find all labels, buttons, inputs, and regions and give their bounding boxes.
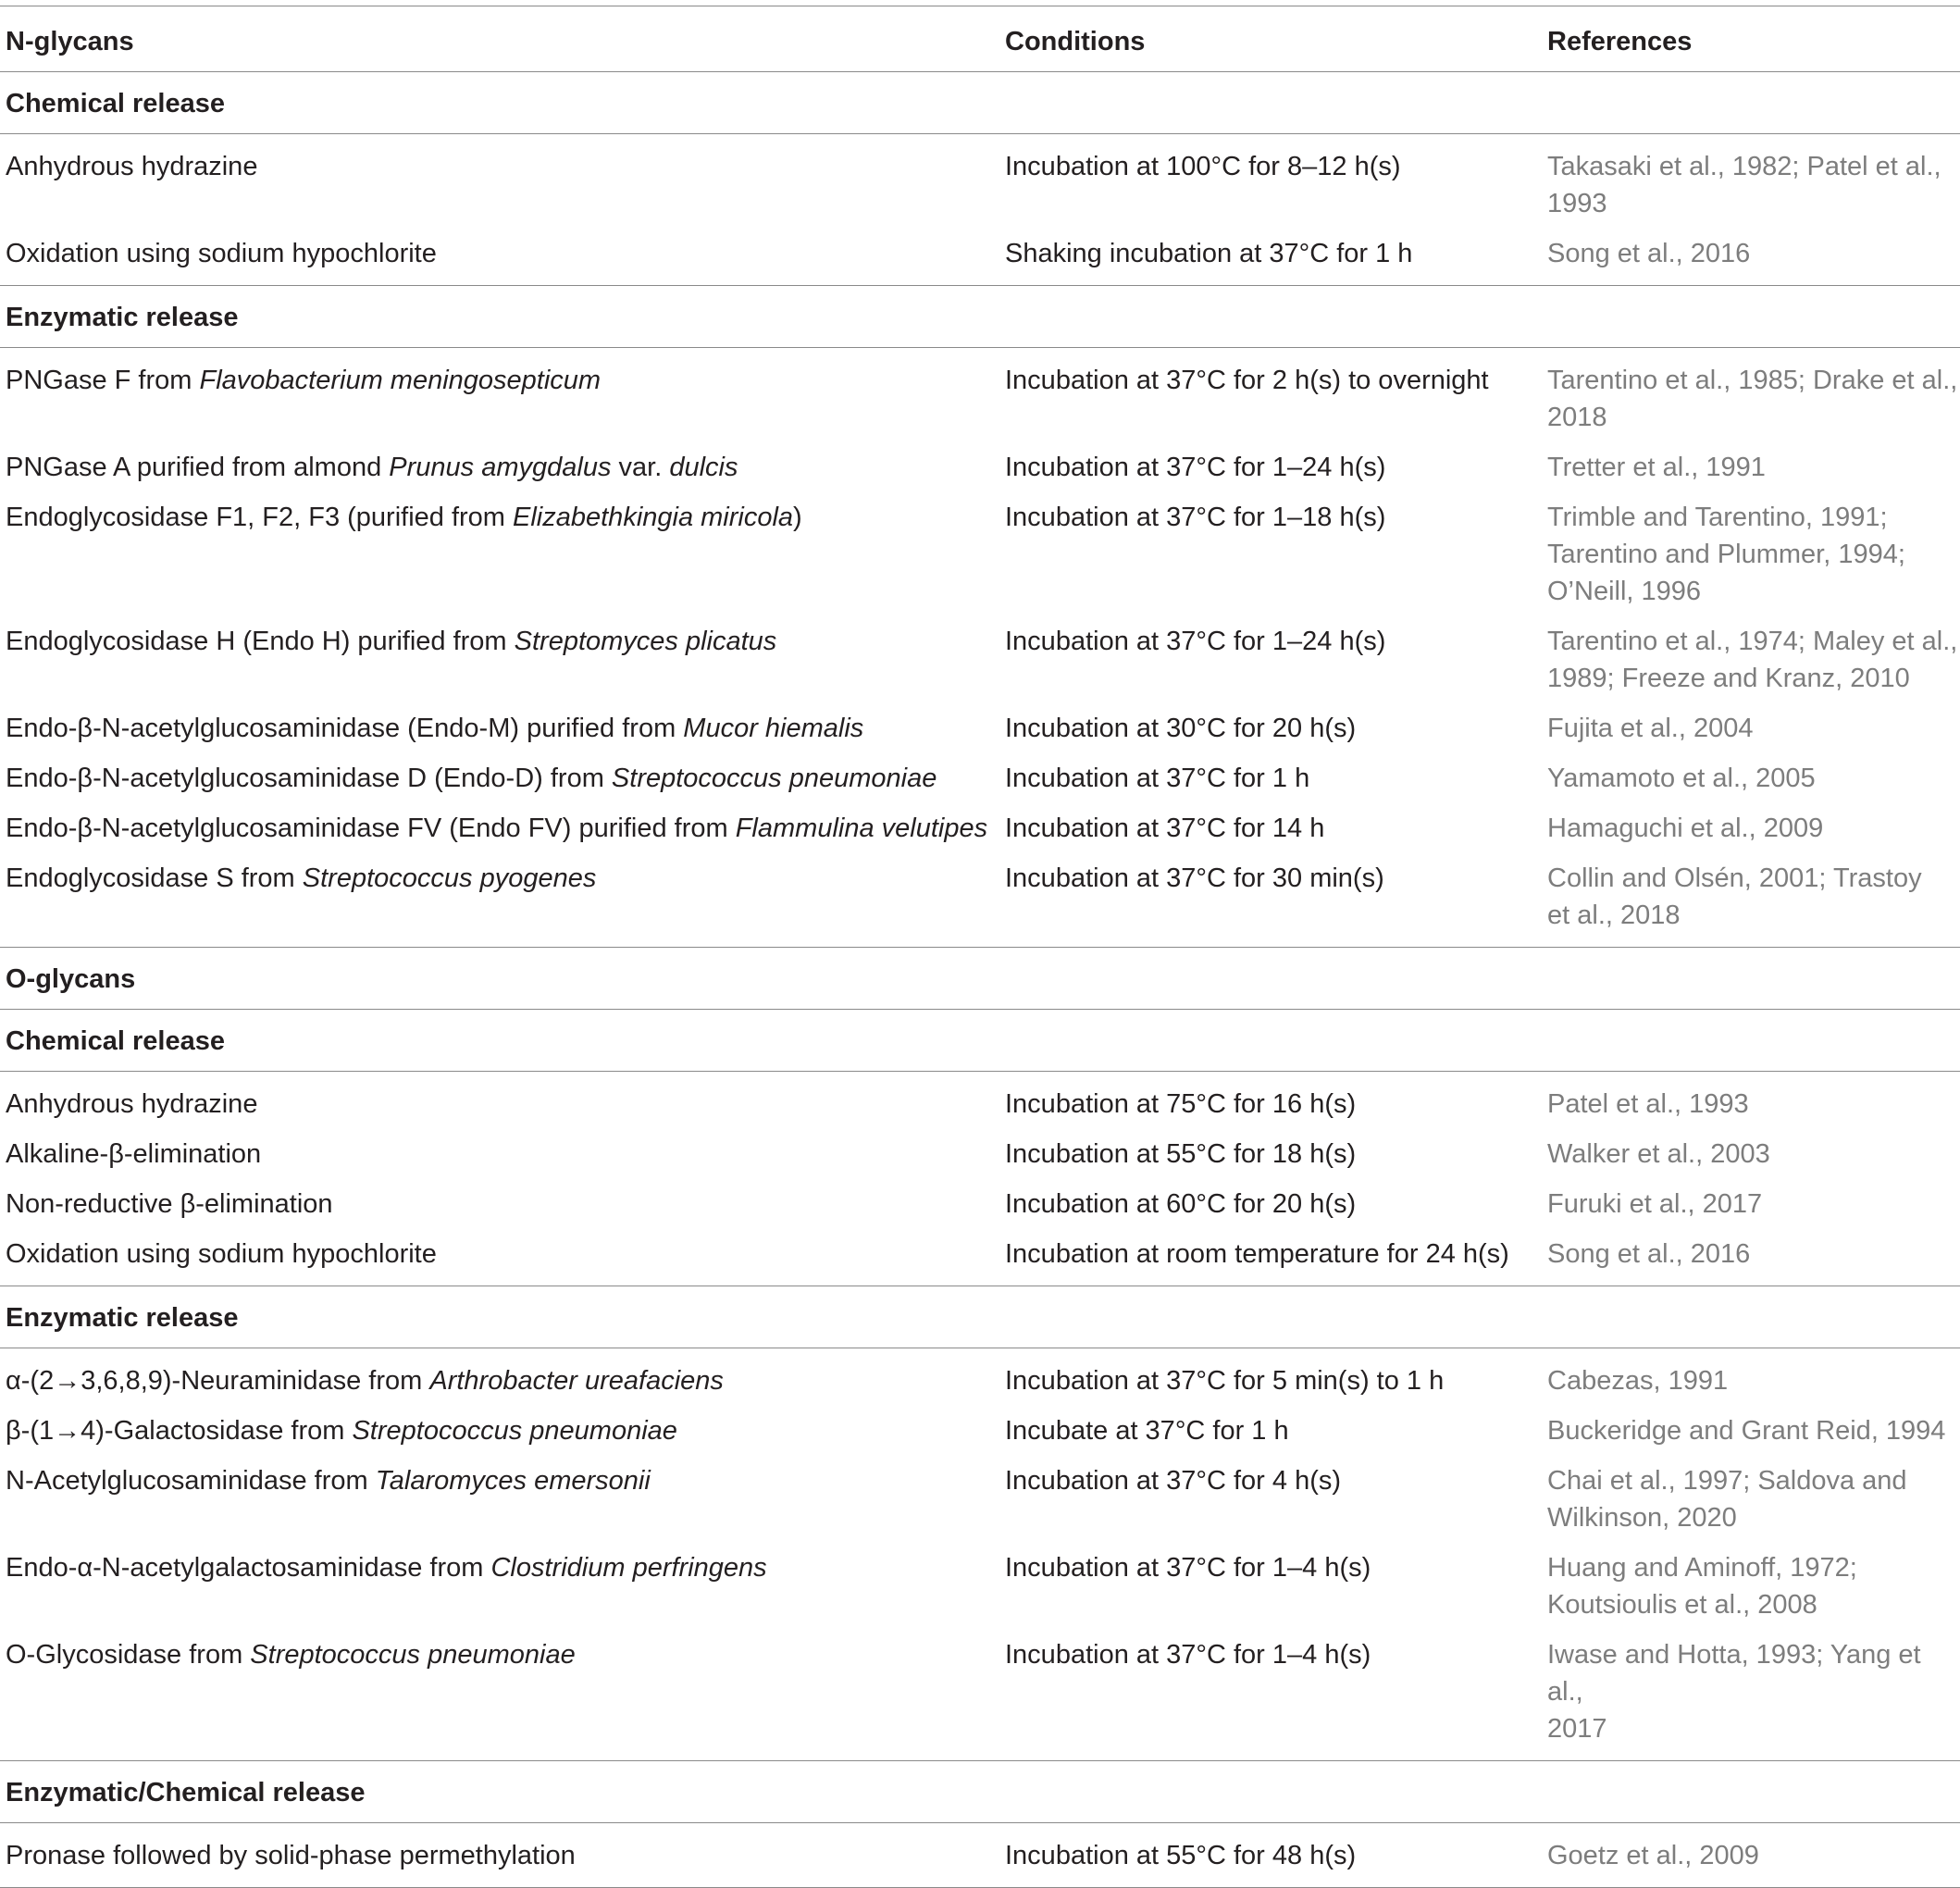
table-row — [0, 616, 1960, 703]
reference-line: O’Neill, 1996 — [1547, 577, 1702, 606]
method-species: Flavobacterium meningosepticum — [199, 366, 602, 395]
method-text: Endoglycosidase H (Endo H) purified from — [6, 627, 515, 656]
method-text: var. — [611, 453, 670, 482]
references-cell — [1542, 1229, 1960, 1286]
references-cell — [1542, 1406, 1960, 1456]
references-cell — [1542, 1630, 1960, 1761]
table-row — [0, 1348, 1960, 1407]
references-cell — [1542, 616, 1960, 703]
reference-line: Wilkinson, 2020 — [1547, 1503, 1737, 1533]
method-cell — [0, 1229, 999, 1286]
table-row — [0, 803, 1960, 853]
method-cell — [0, 803, 999, 853]
reference-line: Iwase and Hotta, 1993; Yang et al., — [1547, 1640, 1921, 1707]
table-row — [0, 1229, 1960, 1286]
reference-line: 2018 — [1547, 403, 1607, 432]
conditions-cell: Incubation at 75°C for 16 h(s) — [1005, 1089, 1357, 1119]
method-cell — [0, 348, 999, 443]
method-species: Prunus amygdalus — [389, 453, 612, 482]
section-title: Enzymatic release — [0, 286, 1960, 348]
reference-line: Fujita et al., 2004 — [1547, 714, 1754, 743]
method-text: Pronase followed by solid-phase permethylation — [6, 1841, 576, 1870]
method-species: Streptococcus pneumoniae — [250, 1640, 576, 1670]
references-cell — [1542, 492, 1960, 616]
conditions-cell: Incubation at 37°C for 14 h — [1005, 814, 1325, 843]
method-cell — [0, 1823, 999, 1888]
reference-line: Huang and Aminoff, 1972; — [1547, 1553, 1857, 1583]
reference-line: 2017 — [1547, 1714, 1607, 1744]
method-species: Streptomyces plicatus — [514, 627, 777, 656]
method-cell — [0, 1543, 999, 1630]
method-text: N-Acetylglucosaminidase from — [6, 1466, 376, 1496]
method-species: Talaromyces emersonii — [375, 1466, 651, 1496]
reference-line: Patel et al., 1993 — [1547, 1089, 1749, 1119]
table-row — [0, 442, 1960, 492]
section-row — [0, 1761, 1960, 1823]
method-text: O-Glycosidase from — [6, 1640, 251, 1670]
method-text: Oxidation using sodium hypochlorite — [6, 239, 437, 268]
section-row — [0, 1010, 1960, 1072]
method-text: Endo-β-N-acetylglucosaminidase (Endo-M) purified from — [6, 714, 684, 743]
reference-line: Tarentino and Plummer, 1994; — [1547, 540, 1905, 569]
method-text: ) — [793, 503, 802, 532]
method-species: dulcis — [669, 453, 738, 482]
method-cell — [0, 229, 999, 286]
conditions-cell: Incubation at 37°C for 1–4 h(s) — [999, 1630, 1542, 1761]
method-text: Anhydrous hydrazine — [6, 152, 258, 181]
method-text: β-(1→4)-Galactosidase from — [6, 1416, 353, 1446]
reference-line: Collin and Olsén, 2001; Trastoy — [1547, 863, 1922, 893]
conditions-cell: Incubate at 37°C for 1 h — [1005, 1416, 1289, 1446]
table-row — [0, 134, 1960, 230]
method-cell — [0, 1072, 999, 1130]
method-text: Oxidation using sodium hypochlorite — [6, 1239, 437, 1269]
method-species: Flammulina velutipes — [735, 814, 988, 843]
conditions-cell: Shaking incubation at 37°C for 1 h — [999, 229, 1542, 286]
conditions-cell: Incubation at 37°C for 1–18 h(s) — [1005, 503, 1386, 532]
reference-line: Takasaki et al., 1982; Patel et al., — [1547, 152, 1941, 181]
table-row — [0, 348, 1960, 443]
references-cell — [1542, 1543, 1960, 1630]
reference-line: Trimble and Tarentino, 1991; — [1547, 503, 1888, 532]
method-text: Endoglycosidase S from — [6, 863, 303, 893]
method-species: Arthrobacter ureafaciens — [429, 1366, 724, 1396]
method-text: Endo-β-N-acetylglucosaminidase FV (Endo FV) purified from — [6, 814, 736, 843]
conditions-cell: Incubation at 37°C for 1–24 h(s) — [1005, 453, 1386, 482]
method-text: Anhydrous hydrazine — [6, 1089, 258, 1119]
section-title: Chemical release — [0, 1010, 1960, 1072]
method-text: Endo-β-N-acetylglucosaminidase D (Endo-D) from — [6, 764, 612, 793]
table-row — [0, 1630, 1960, 1761]
table-row — [0, 1823, 1960, 1888]
table-row — [0, 229, 1960, 286]
section-title: Enzymatic/Chemical release — [0, 1761, 1960, 1823]
method-text: PNGase A purified from almond — [6, 453, 390, 482]
reference-line: Koutsioulis et al., 2008 — [1547, 1590, 1817, 1620]
references-cell — [1542, 134, 1960, 230]
table-row — [0, 753, 1960, 803]
references-cell — [1542, 1456, 1960, 1543]
header-n-glycans: N-glycans — [0, 6, 999, 72]
method-cell — [0, 616, 999, 703]
glycan-release-table — [0, 6, 1960, 1888]
references-cell — [1542, 853, 1960, 948]
method-species: Streptococcus pneumoniae — [352, 1416, 677, 1446]
reference-line: 1993 — [1547, 189, 1607, 218]
conditions-cell: Incubation at room temperature for 24 h(s) — [999, 1229, 1542, 1286]
method-species: Clostridium perfringens — [490, 1553, 767, 1583]
table-body — [0, 72, 1960, 1888]
reference-line: Song et al., 2016 — [1547, 1239, 1751, 1269]
method-cell — [0, 1179, 999, 1229]
conditions-cell: Incubation at 37°C for 4 h(s) — [1005, 1466, 1342, 1496]
table-header — [0, 6, 1960, 72]
references-cell — [1542, 1072, 1960, 1130]
conditions-cell: Incubation at 30°C for 20 h(s) — [1005, 714, 1357, 743]
method-cell — [0, 1456, 999, 1543]
method-species: Streptococcus pneumoniae — [611, 764, 937, 793]
header-conditions: Conditions — [999, 6, 1542, 72]
conditions-cell: Incubation at 37°C for 30 min(s) — [999, 853, 1542, 948]
reference-line: Buckeridge and Grant Reid, 1994 — [1547, 1416, 1946, 1446]
method-text: Non-reductive β-elimination — [6, 1189, 333, 1219]
method-cell — [0, 1348, 999, 1407]
section-title: Enzymatic release — [0, 1286, 1960, 1348]
conditions-cell: Incubation at 37°C for 1 h — [1005, 764, 1310, 793]
table-row — [0, 1406, 1960, 1456]
method-text: PNGase F from — [6, 366, 200, 395]
method-text: α-(2→3,6,8,9)-Neuraminidase from — [6, 1366, 430, 1396]
references-cell — [1542, 1179, 1960, 1229]
reference-line: Goetz et al., 2009 — [1547, 1841, 1759, 1870]
reference-line: Cabezas, 1991 — [1547, 1366, 1729, 1396]
method-cell — [0, 134, 999, 230]
method-text: Endoglycosidase F1, F2, F3 (purified from — [6, 503, 514, 532]
conditions-cell: Incubation at 37°C for 1–4 h(s) — [1005, 1553, 1371, 1583]
reference-line: Walker et al., 2003 — [1547, 1139, 1770, 1169]
references-cell — [1542, 703, 1960, 753]
references-cell — [1542, 1129, 1960, 1179]
reference-line: et al., 2018 — [1547, 901, 1681, 930]
method-species: Elizabethkingia miricola — [513, 503, 794, 532]
method-cell — [0, 853, 999, 948]
method-text: Endo-α-N-acetylgalactosaminidase from — [6, 1553, 491, 1583]
method-cell — [0, 1406, 999, 1456]
reference-line: Hamaguchi et al., 2009 — [1547, 814, 1824, 843]
table-row — [0, 1456, 1960, 1543]
reference-line: Yamamoto et al., 2005 — [1547, 764, 1816, 793]
header-row — [0, 6, 1960, 72]
references-cell — [1542, 348, 1960, 443]
section-row — [0, 1286, 1960, 1348]
reference-line: Tarentino et al., 1985; Drake et al., — [1547, 366, 1958, 395]
method-cell — [0, 492, 999, 616]
section-row — [0, 72, 1960, 134]
references-cell — [1542, 803, 1960, 853]
method-species: Streptococcus pyogenes — [302, 863, 597, 893]
table-row — [0, 1543, 1960, 1630]
section-title: Chemical release — [0, 72, 1960, 134]
reference-line: Chai et al., 1997; Saldova and — [1547, 1466, 1907, 1496]
conditions-cell: Incubation at 55°C for 48 h(s) — [999, 1823, 1542, 1888]
method-cell — [0, 1129, 999, 1179]
references-cell — [1542, 753, 1960, 803]
conditions-cell: Incubation at 100°C for 8–12 h(s) — [1005, 152, 1401, 181]
table-row — [0, 1129, 1960, 1179]
method-text: Alkaline-β-elimination — [6, 1139, 262, 1169]
reference-line: Furuki et al., 2017 — [1547, 1189, 1763, 1219]
conditions-cell: Incubation at 37°C for 2 h(s) to overnight — [1005, 366, 1489, 395]
section-row — [0, 286, 1960, 348]
method-cell — [0, 1630, 999, 1761]
references-cell — [1542, 229, 1960, 286]
conditions-cell: Incubation at 60°C for 20 h(s) — [1005, 1189, 1357, 1219]
table-row — [0, 1179, 1960, 1229]
method-cell — [0, 753, 999, 803]
table-row — [0, 703, 1960, 753]
table-row — [0, 1072, 1960, 1130]
section-title: O-glycans — [0, 948, 1960, 1010]
section-row — [0, 948, 1960, 1010]
header-references: References — [1542, 6, 1960, 72]
conditions-cell: Incubation at 37°C for 1–24 h(s) — [1005, 627, 1386, 656]
method-cell — [0, 703, 999, 753]
references-cell — [1542, 1348, 1960, 1407]
conditions-cell: Incubation at 55°C for 18 h(s) — [1005, 1139, 1357, 1169]
reference-line: 1989; Freeze and Kranz, 2010 — [1547, 664, 1910, 693]
table-row — [0, 492, 1960, 616]
references-cell — [1542, 442, 1960, 492]
reference-line: Song et al., 2016 — [1547, 239, 1751, 268]
references-cell — [1542, 1823, 1960, 1888]
conditions-cell: Incubation at 37°C for 5 min(s) to 1 h — [1005, 1366, 1445, 1396]
method-cell — [0, 442, 999, 492]
reference-line: Tretter et al., 1991 — [1547, 453, 1766, 482]
reference-line: Tarentino et al., 1974; Maley et al., — [1547, 627, 1958, 656]
table-row — [0, 853, 1960, 948]
method-species: Mucor hiemalis — [683, 714, 864, 743]
